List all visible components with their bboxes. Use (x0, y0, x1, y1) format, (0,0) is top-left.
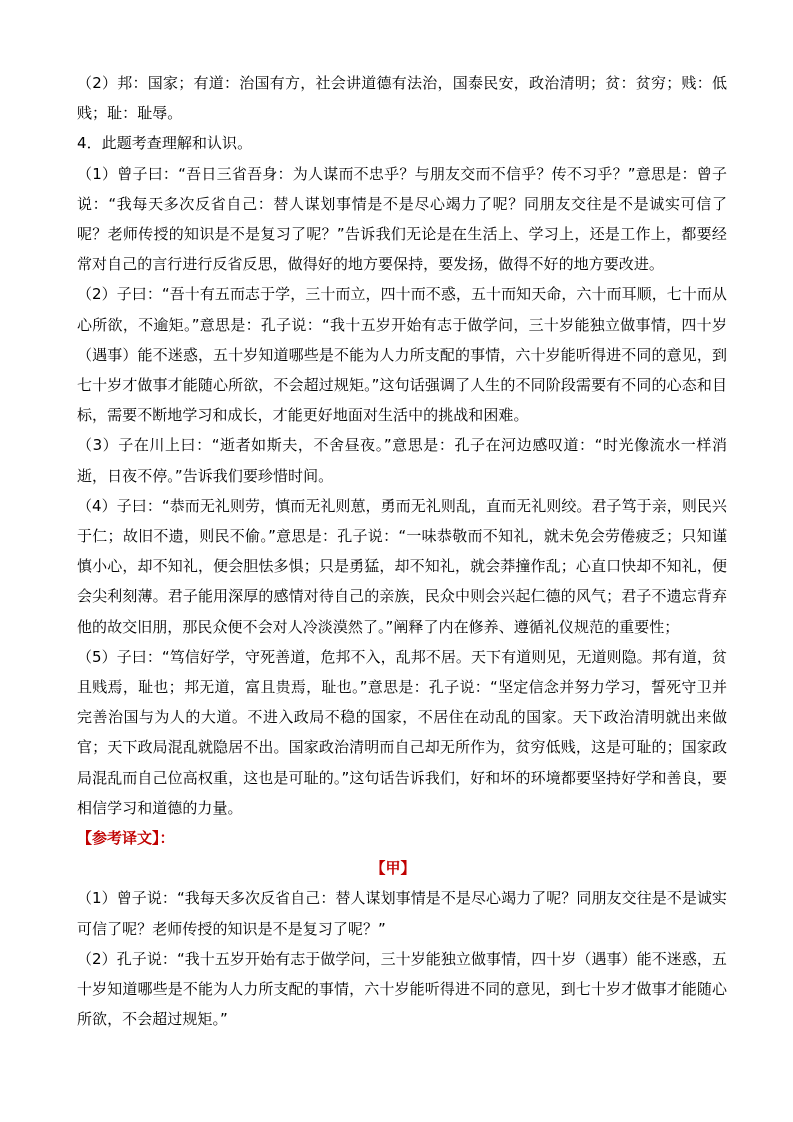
paragraph-item-3: （3）子在川上曰：“逝者如斯夫，不舍昼夜。”意思是：孔子在河边感叹道：“时光像流水一样消逝，日夜不停。”告诉我们要珍惜时间。 (77, 436, 727, 485)
paragraph-item-4: （4）子曰：“恭而无礼则劳，慎而无礼则葸，勇而无礼则乱，直而无礼则绞。君子笃于亲，则民兴于仁；故旧不遗，则民不偷。”意思是：孔子说：“一味恭敬而不知礼，就未免会劳倦疲乏；只知谨慎小心，却不知礼，便会胆怯多惧；只是勇猛，却不知礼，就会莽撞作乱；心直口快却不知礼，便会尖利刻薄。君子能用深厚的感情对待自己的亲族，民众中则会兴起仁德的风气；君子不遗忘背弃他的故交旧朋，那民众便不会对人冷淡漠然了。”阐释了内在修养、遵循礼仪规范的重要性； (77, 496, 727, 636)
paragraph-item-1: （1）曾子曰：“吾日三省吾身：为人谋而不忠乎？与朋友交而不信乎？传不习乎？”意思是：曾子说：“我每天多次反省自己：替人谋划事情是不是尽心竭力了呢？同朋友交往是不是诚实可信了呢？老师传授的知识是不是复习了呢？”告诉我们无论是在生活上、学习上，还是工作上，都要经常对自己的言行进行反省反思，做得好的地方要保持，要发扬，做得不好的地方要改进。 (77, 164, 727, 274)
reference-translation-label: 【参考译文】： (77, 829, 175, 848)
translation-item-2: （2）孔子说：“我十五岁开始有志于做学问，三十岁能独立做事情，四十岁（遇事）能不迷惑，五十岁知道哪些是不能为人力所支配的事情，六十岁能听得进不同的意见，到七十岁才做事才能随心所欲，不会超过规矩。” (77, 949, 727, 1029)
paragraph-definitions: （2）邦：国家；有道：治国有方，社会讲道德有法治，国泰民安，政治清明；贫：贫穷；贱：低贱；耻：耻辱。 (77, 74, 727, 123)
paragraph-item-5: （5）子曰：“笃信好学，守死善道，危邦不入，乱邦不居。天下有道则见，无道则隐。邦有道，贫且贱焉，耻也；邦无道，富且贵焉，耻也。”意思是：孔子说：“坚定信念并努力学习，誓死守卫并完善治国与为人的大道。不进入政局不稳的国家，不居住在动乱的国家。天下政治清明就出来做官；天下政局混乱就隐居不出。国家政治清明而自己却无所作为，贫穷低贱，这是可耻的；国家政局混乱而自己位高权重，这也是可耻的。”这句话告诉我们，好和坏的环境都要坚持好学和善良，要相信学习和道德的力量。 (77, 647, 727, 817)
question-4-heading: 4．此题考查理解和认识。 (77, 134, 253, 153)
paragraph-item-2: （2）子曰：“吾十有五而志于学，三十而立，四十而不惑，五十而知天命，六十而耳顺，七十而从心所欲，不逾矩。”意思是：孔子说：“我十五岁开始有志于做学问，三十岁能独立做事情，四十岁（遇事）能不迷惑，五十岁知道哪些是不能为人力所支配的事情，六十岁能听得进不同的意见，到七十岁才做事才能随心所欲，不会超过规矩。”这句话强调了人生的不同阶段需要有不同的心态和目标，需要不断地学习和成长，才能更好地面对生活中的挑战和困难。 (77, 285, 727, 425)
section-jia-label: 【甲】 (370, 859, 416, 878)
translation-item-1: （1）曾子说：“我每天多次反省自己：替人谋划事情是不是尽心竭力了呢？同朋友交往是不是诚实可信了呢？老师传授的知识是不是复习了呢？” (77, 889, 727, 938)
